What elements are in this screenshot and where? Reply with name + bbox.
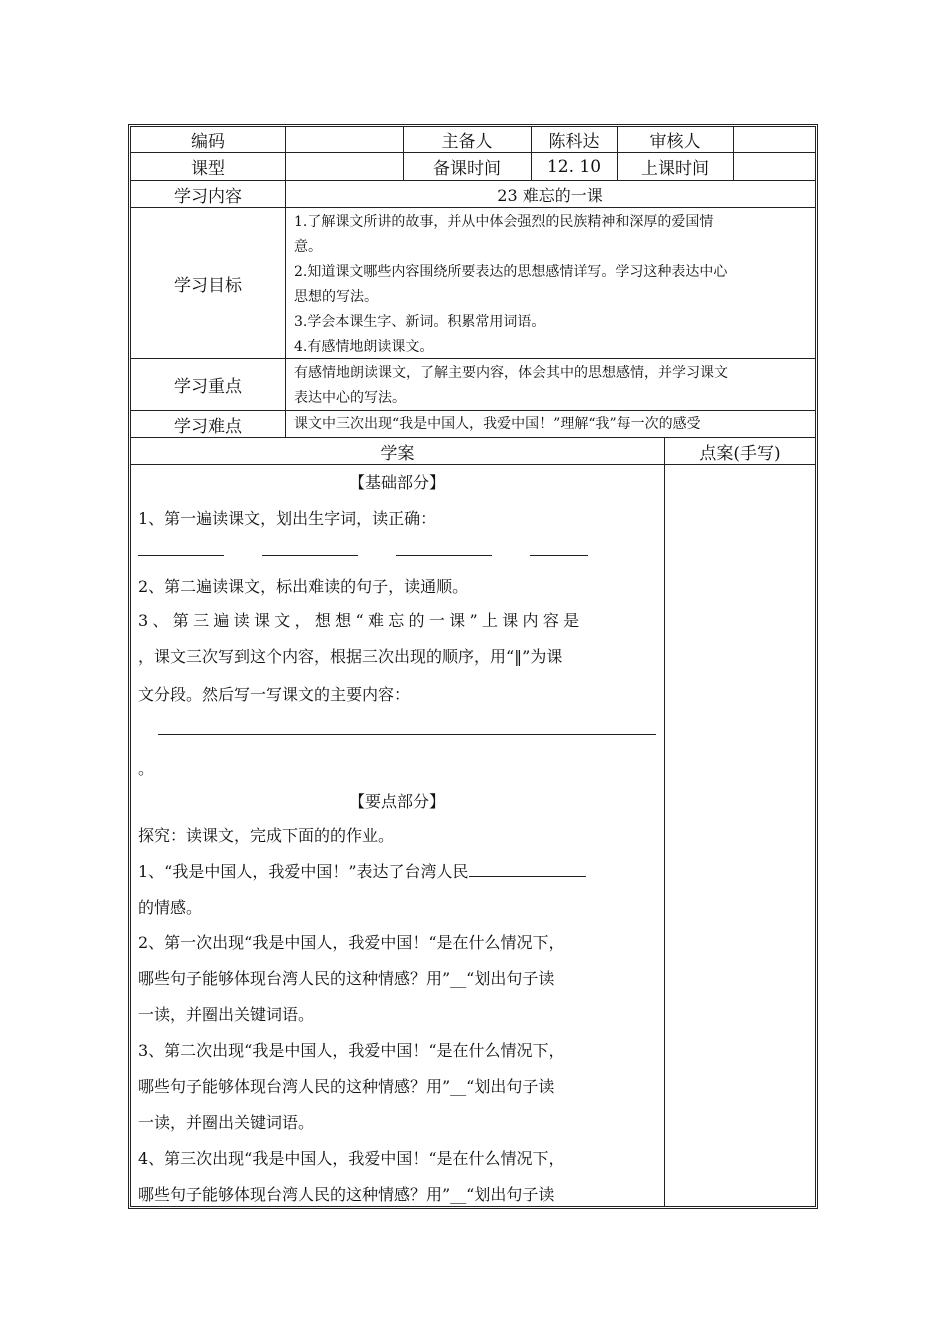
goals-text <box>286 208 815 358</box>
reviewer-label: 审核人 <box>649 132 701 152</box>
goal-line: 1.了解课文所讲的故事，并从中体会强烈的民族精神和深厚的爱国情 <box>294 214 714 230</box>
key-p3-line1: 3、第二次出现“我是中国人，我爱中国！“是在什么情况下， <box>138 1041 565 1060</box>
difficulty-text: 课文中三次出现“我是中国人，我爱中国！”理解“我”每一次的感受 <box>294 416 701 432</box>
basic-q3-end: 。 <box>138 759 155 778</box>
focus-line: 有感情地朗读课文，了解主要内容，体会其中的思想感情，并学习课文 <box>294 365 728 381</box>
preparer-value: 陈科达 <box>548 132 600 152</box>
answer-blank <box>396 555 492 556</box>
key-p1-text: 1、“我是中国人，我爱中国！”表达了台湾人民 <box>138 862 469 881</box>
goal-line: 意。 <box>294 239 322 255</box>
answer-blank <box>530 555 588 556</box>
study-header: 学案 <box>380 443 415 464</box>
basic-q3-line2: ，课文三次写到这个内容，根据三次出现的顺序，用“‖”为课 <box>138 647 563 666</box>
basic-q3-line1: 3、第三遍读课文，想想“难忘的一课”上课内容是 <box>138 611 584 630</box>
goal-line: 4.有感情地朗读课文。 <box>294 339 434 355</box>
reviewer-value <box>733 127 815 152</box>
key-p3-line2: 哪些句子能够体现台湾人民的这种情感？用”__“划出句子读 <box>138 1077 555 1096</box>
lesson-type-value <box>285 153 403 180</box>
answer-blank <box>138 555 224 556</box>
basic-q3-line3: 文分段。然后写一写课文的主要内容： <box>138 685 411 704</box>
goals-label: 学习目标 <box>174 275 242 296</box>
focus-line: 表达中心的写法。 <box>294 390 406 406</box>
class-time-value <box>733 153 815 180</box>
prep-time-value: 12. 10 <box>546 156 602 177</box>
notes-header: 点案(手写) <box>699 443 781 464</box>
basic-q1: 1、第一遍读课文，划出生字词，读正确： <box>138 509 437 528</box>
basic-q2: 2、第二遍读课文，标出难读的句子，读通顺。 <box>138 577 469 596</box>
key-p1-line1 <box>138 859 656 882</box>
key-p2-line3: 一读，并圈出关键词语。 <box>138 1005 315 1024</box>
class-time-label: 上课时间 <box>641 159 709 179</box>
key-p2-line1: 2、第一次出现“我是中国人，我爱中国！“是在什么情况下， <box>138 933 565 952</box>
preparer-label: 主备人 <box>441 132 493 152</box>
focus-label: 学习重点 <box>174 377 242 397</box>
code-label: 编码 <box>191 132 225 152</box>
focus-text <box>286 359 815 410</box>
key-section-title: 【要点部分】 <box>348 792 445 811</box>
basic-section-title: 【基础部分】 <box>348 473 445 492</box>
summary-blank <box>158 734 656 735</box>
key-intro: 探究：读课文，完成下面的的作业。 <box>138 826 395 845</box>
code-value <box>285 127 403 152</box>
goal-line: 2.知道课文哪些内容围绕所要表达的思想感情详写。学习这种表达中心 <box>294 264 728 280</box>
content-label: 学习内容 <box>174 186 242 207</box>
goal-line: 思想的写法。 <box>294 289 378 305</box>
lesson-type-label: 课型 <box>191 159 225 179</box>
difficulty-label: 学习难点 <box>174 416 242 437</box>
goal-line: 3.学会本课生字、新词。积累常用词语。 <box>294 314 546 330</box>
lesson-title: 23 难忘的一课 <box>497 185 603 205</box>
key-p1-line2: 的情感。 <box>138 898 203 917</box>
key-p2-line2: 哪些句子能够体现台湾人民的这种情感？用”__“划出句子读 <box>138 969 555 988</box>
key-p4-line2: 哪些句子能够体现台湾人民的这种情感？用”__“划出句子读 <box>138 1185 555 1204</box>
key-p4-line1: 4、第三次出现“我是中国人，我爱中国！“是在什么情况下， <box>138 1149 565 1168</box>
feeling-blank <box>469 876 586 877</box>
answer-blank <box>262 555 358 556</box>
prep-time-label: 备课时间 <box>433 159 501 179</box>
key-p3-line3: 一读，并圈出关键词语。 <box>138 1113 315 1132</box>
